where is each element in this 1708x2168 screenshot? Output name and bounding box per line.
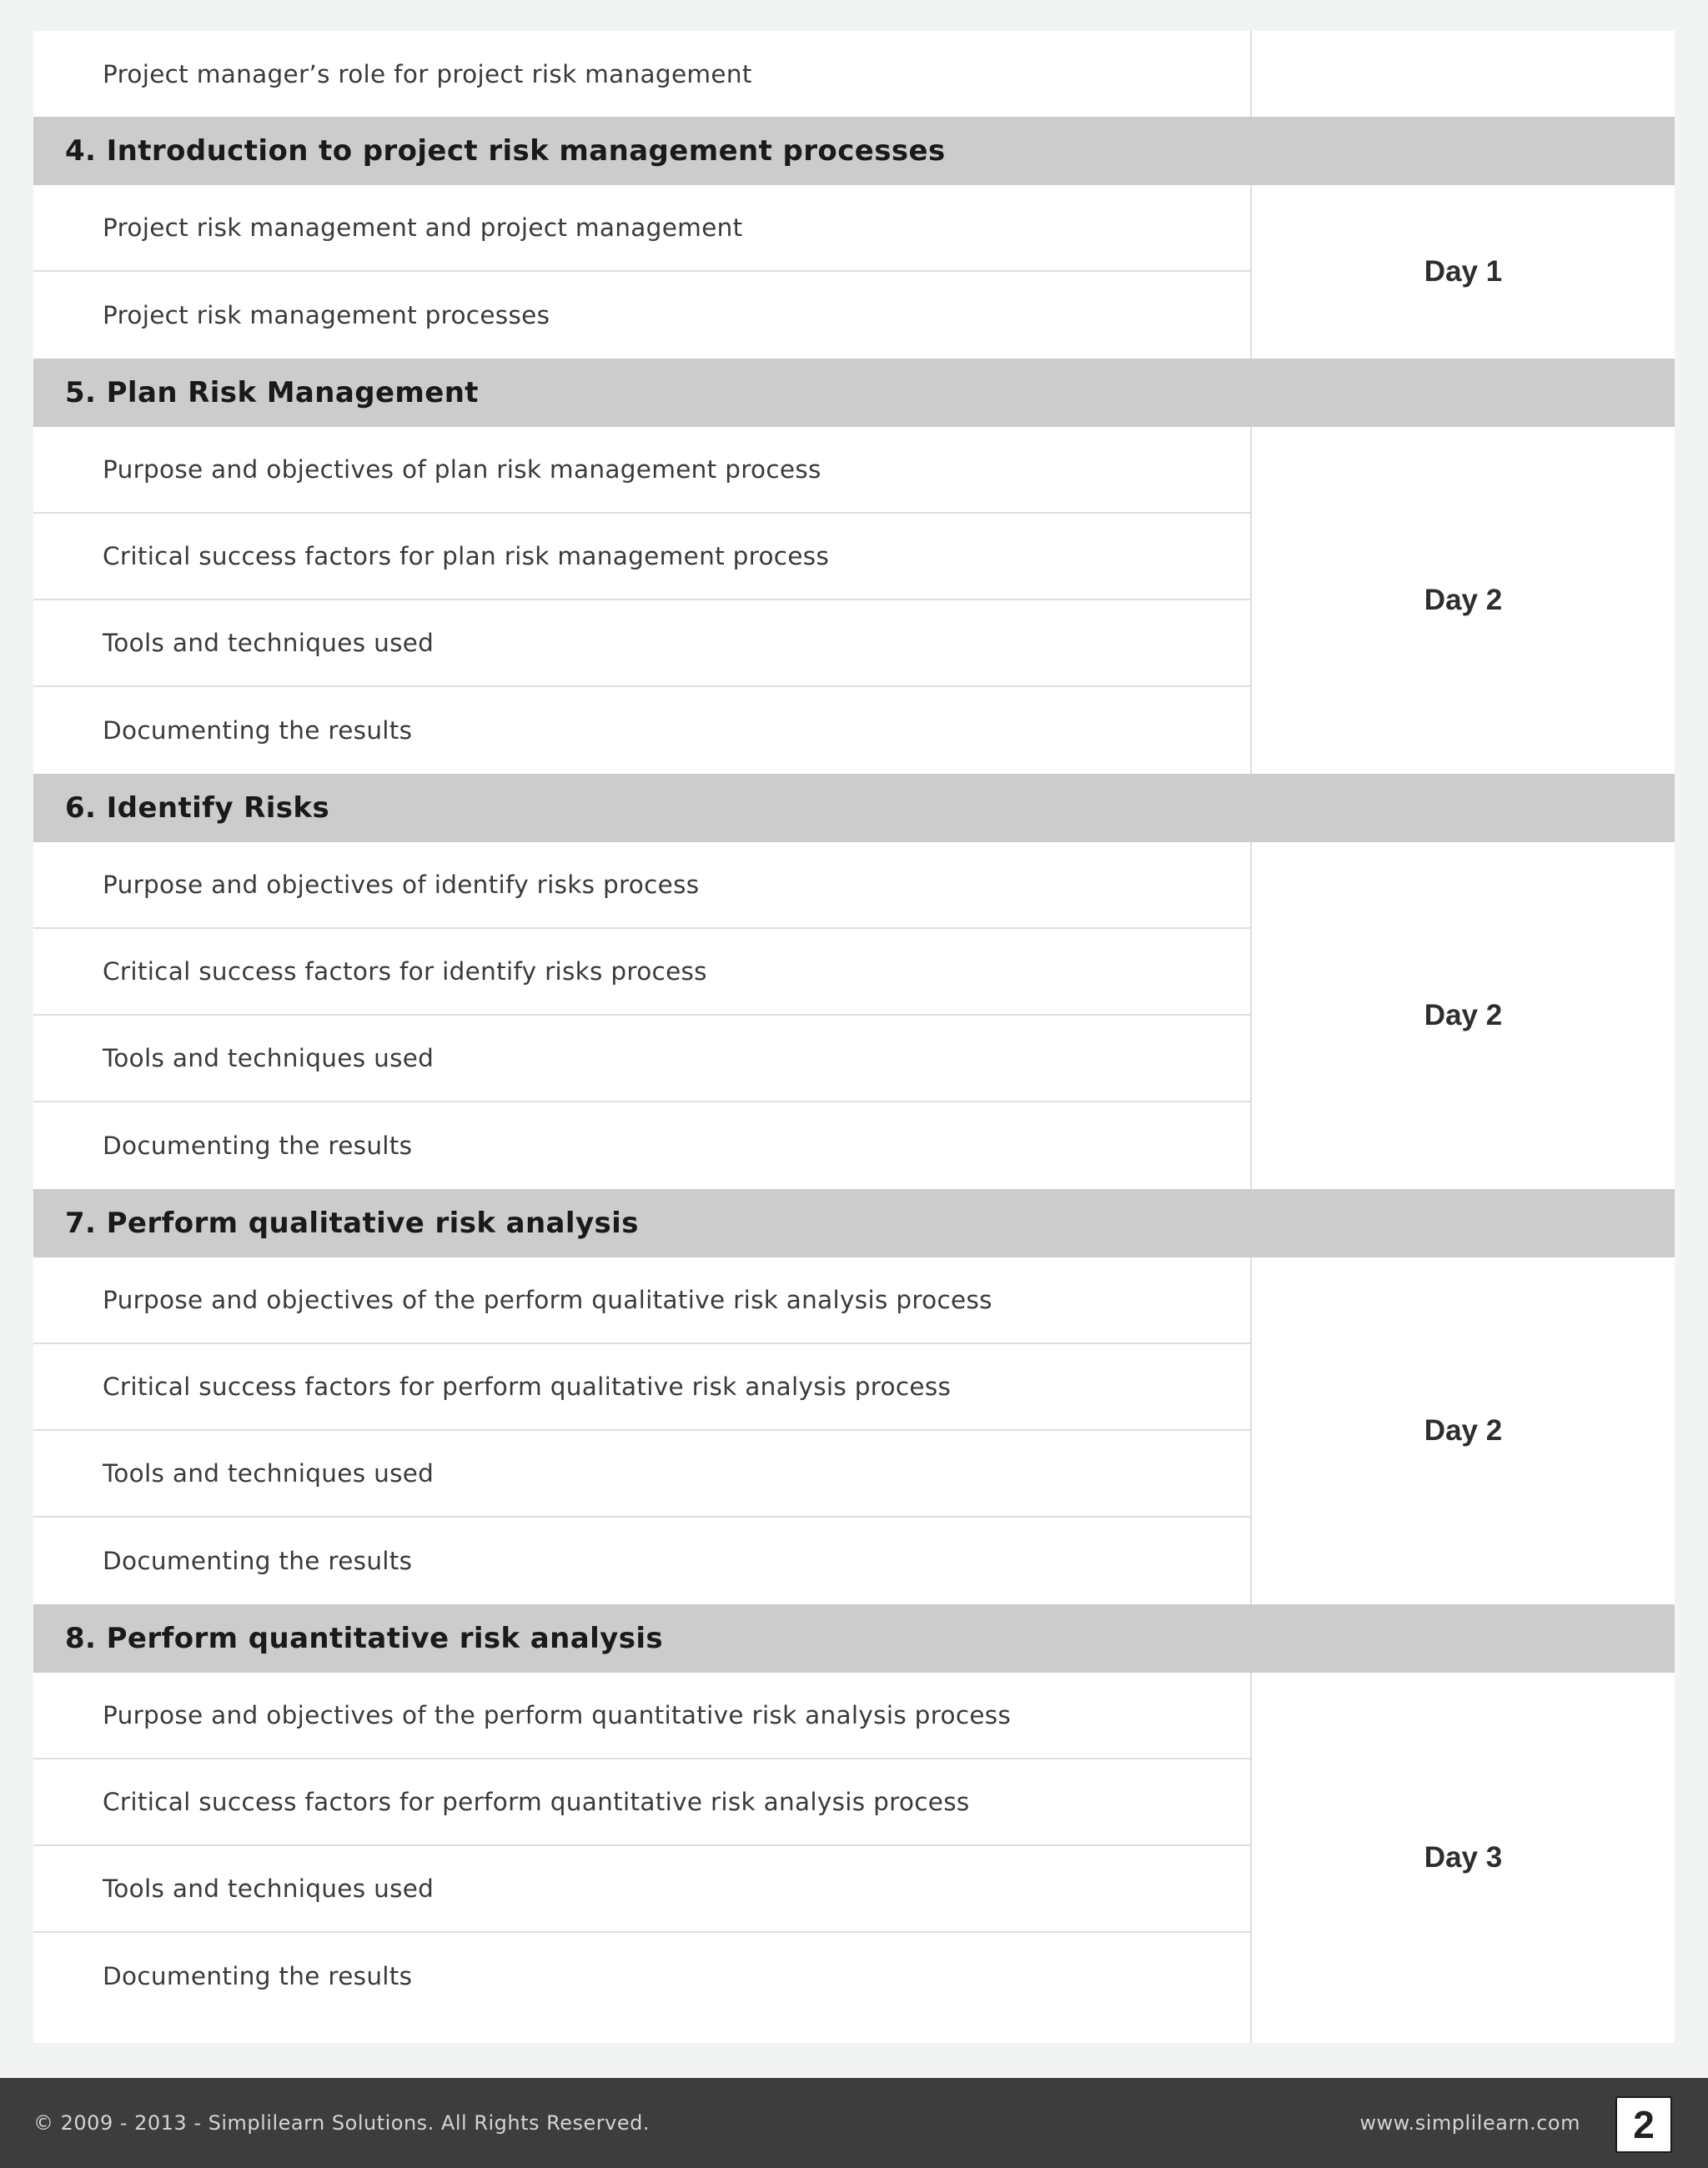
topic-label: Documenting the results xyxy=(103,716,413,745)
day-cell xyxy=(1250,31,1675,117)
topic-label: Purpose and objectives of identify risks process xyxy=(103,871,700,899)
list-item xyxy=(33,1016,1250,1102)
day-label: Day 2 xyxy=(1424,584,1503,616)
topic-label: Purpose and objectives of the perform qualitative risk analysis process xyxy=(103,1286,992,1314)
course-outline-table xyxy=(33,31,1675,2043)
section-header xyxy=(33,774,1675,842)
list-item xyxy=(33,600,1250,687)
list-item xyxy=(33,1673,1250,1759)
topic-label: Critical success factors for perform quantitative risk analysis process xyxy=(103,1788,970,1816)
day-label: Day 1 xyxy=(1424,255,1503,288)
list-item xyxy=(33,427,1250,514)
section-title: 6. Identify Risks xyxy=(65,791,330,825)
topic-label: Purpose and objectives of plan risk management process xyxy=(103,455,821,484)
section-title: 5. Plan Risk Management xyxy=(65,376,479,409)
topic-label: Documenting the results xyxy=(103,1962,413,1990)
section-header xyxy=(33,359,1675,427)
page-footer xyxy=(0,2078,1708,2168)
list-item xyxy=(33,1846,1250,1933)
topic-label: Tools and techniques used xyxy=(103,1459,435,1488)
list-item xyxy=(33,929,1250,1016)
list-item xyxy=(33,1933,1250,2020)
list-item xyxy=(33,687,1250,774)
list-item xyxy=(33,1431,1250,1518)
topic-label: Tools and techniques used xyxy=(103,1044,435,1072)
day-cell xyxy=(1250,1257,1675,1604)
topic-label: Purpose and objectives of the perform quantitative risk analysis process xyxy=(103,1701,1012,1729)
website-link[interactable]: www.simplilearn.com xyxy=(1359,2111,1580,2135)
day-cell xyxy=(1250,185,1675,359)
list-item xyxy=(33,272,1250,359)
day-label: Day 2 xyxy=(1424,1414,1503,1447)
list-item xyxy=(33,1518,1250,1604)
topic-label: Tools and techniques used xyxy=(103,629,435,657)
topic-label: Project risk management and project management xyxy=(103,213,743,242)
section-header xyxy=(33,1604,1675,1673)
copyright-text: © 2009 - 2013 - Simplilearn Solutions. All Rights Reserved. xyxy=(33,2111,650,2135)
day-cell xyxy=(1250,1673,1675,2043)
day-cell xyxy=(1250,842,1675,1189)
topic-label: Critical success factors for identify risks process xyxy=(103,957,707,986)
page-number: 2 xyxy=(1615,2096,1672,2153)
topic-label: Project risk management processes xyxy=(103,301,550,329)
list-item xyxy=(33,842,1250,929)
list-item xyxy=(33,1759,1250,1846)
topic-label: Documenting the results xyxy=(103,1132,413,1160)
section-header xyxy=(33,117,1675,185)
list-item xyxy=(33,185,1250,272)
topic-label: Critical success factors for plan risk management process xyxy=(103,542,830,570)
day-label: Day 2 xyxy=(1424,999,1503,1031)
list-item xyxy=(33,31,1250,117)
list-item xyxy=(33,514,1250,600)
topic-label: Project manager’s role for project risk management xyxy=(103,59,752,88)
list-item xyxy=(33,1344,1250,1431)
list-item xyxy=(33,1257,1250,1344)
section-title: 4. Introduction to project risk management processes xyxy=(65,134,946,168)
list-item xyxy=(33,1102,1250,1189)
day-cell xyxy=(1250,427,1675,774)
topic-label: Documenting the results xyxy=(103,1547,413,1575)
section-title: 8. Perform quantitative risk analysis xyxy=(65,1622,664,1655)
topic-label: Tools and techniques used xyxy=(103,1874,435,1903)
section-title: 7. Perform qualitative risk analysis xyxy=(65,1207,639,1240)
day-label: Day 3 xyxy=(1424,1841,1503,1874)
section-header xyxy=(33,1189,1675,1257)
topic-label: Critical success factors for perform qualitative risk analysis process xyxy=(103,1373,952,1401)
